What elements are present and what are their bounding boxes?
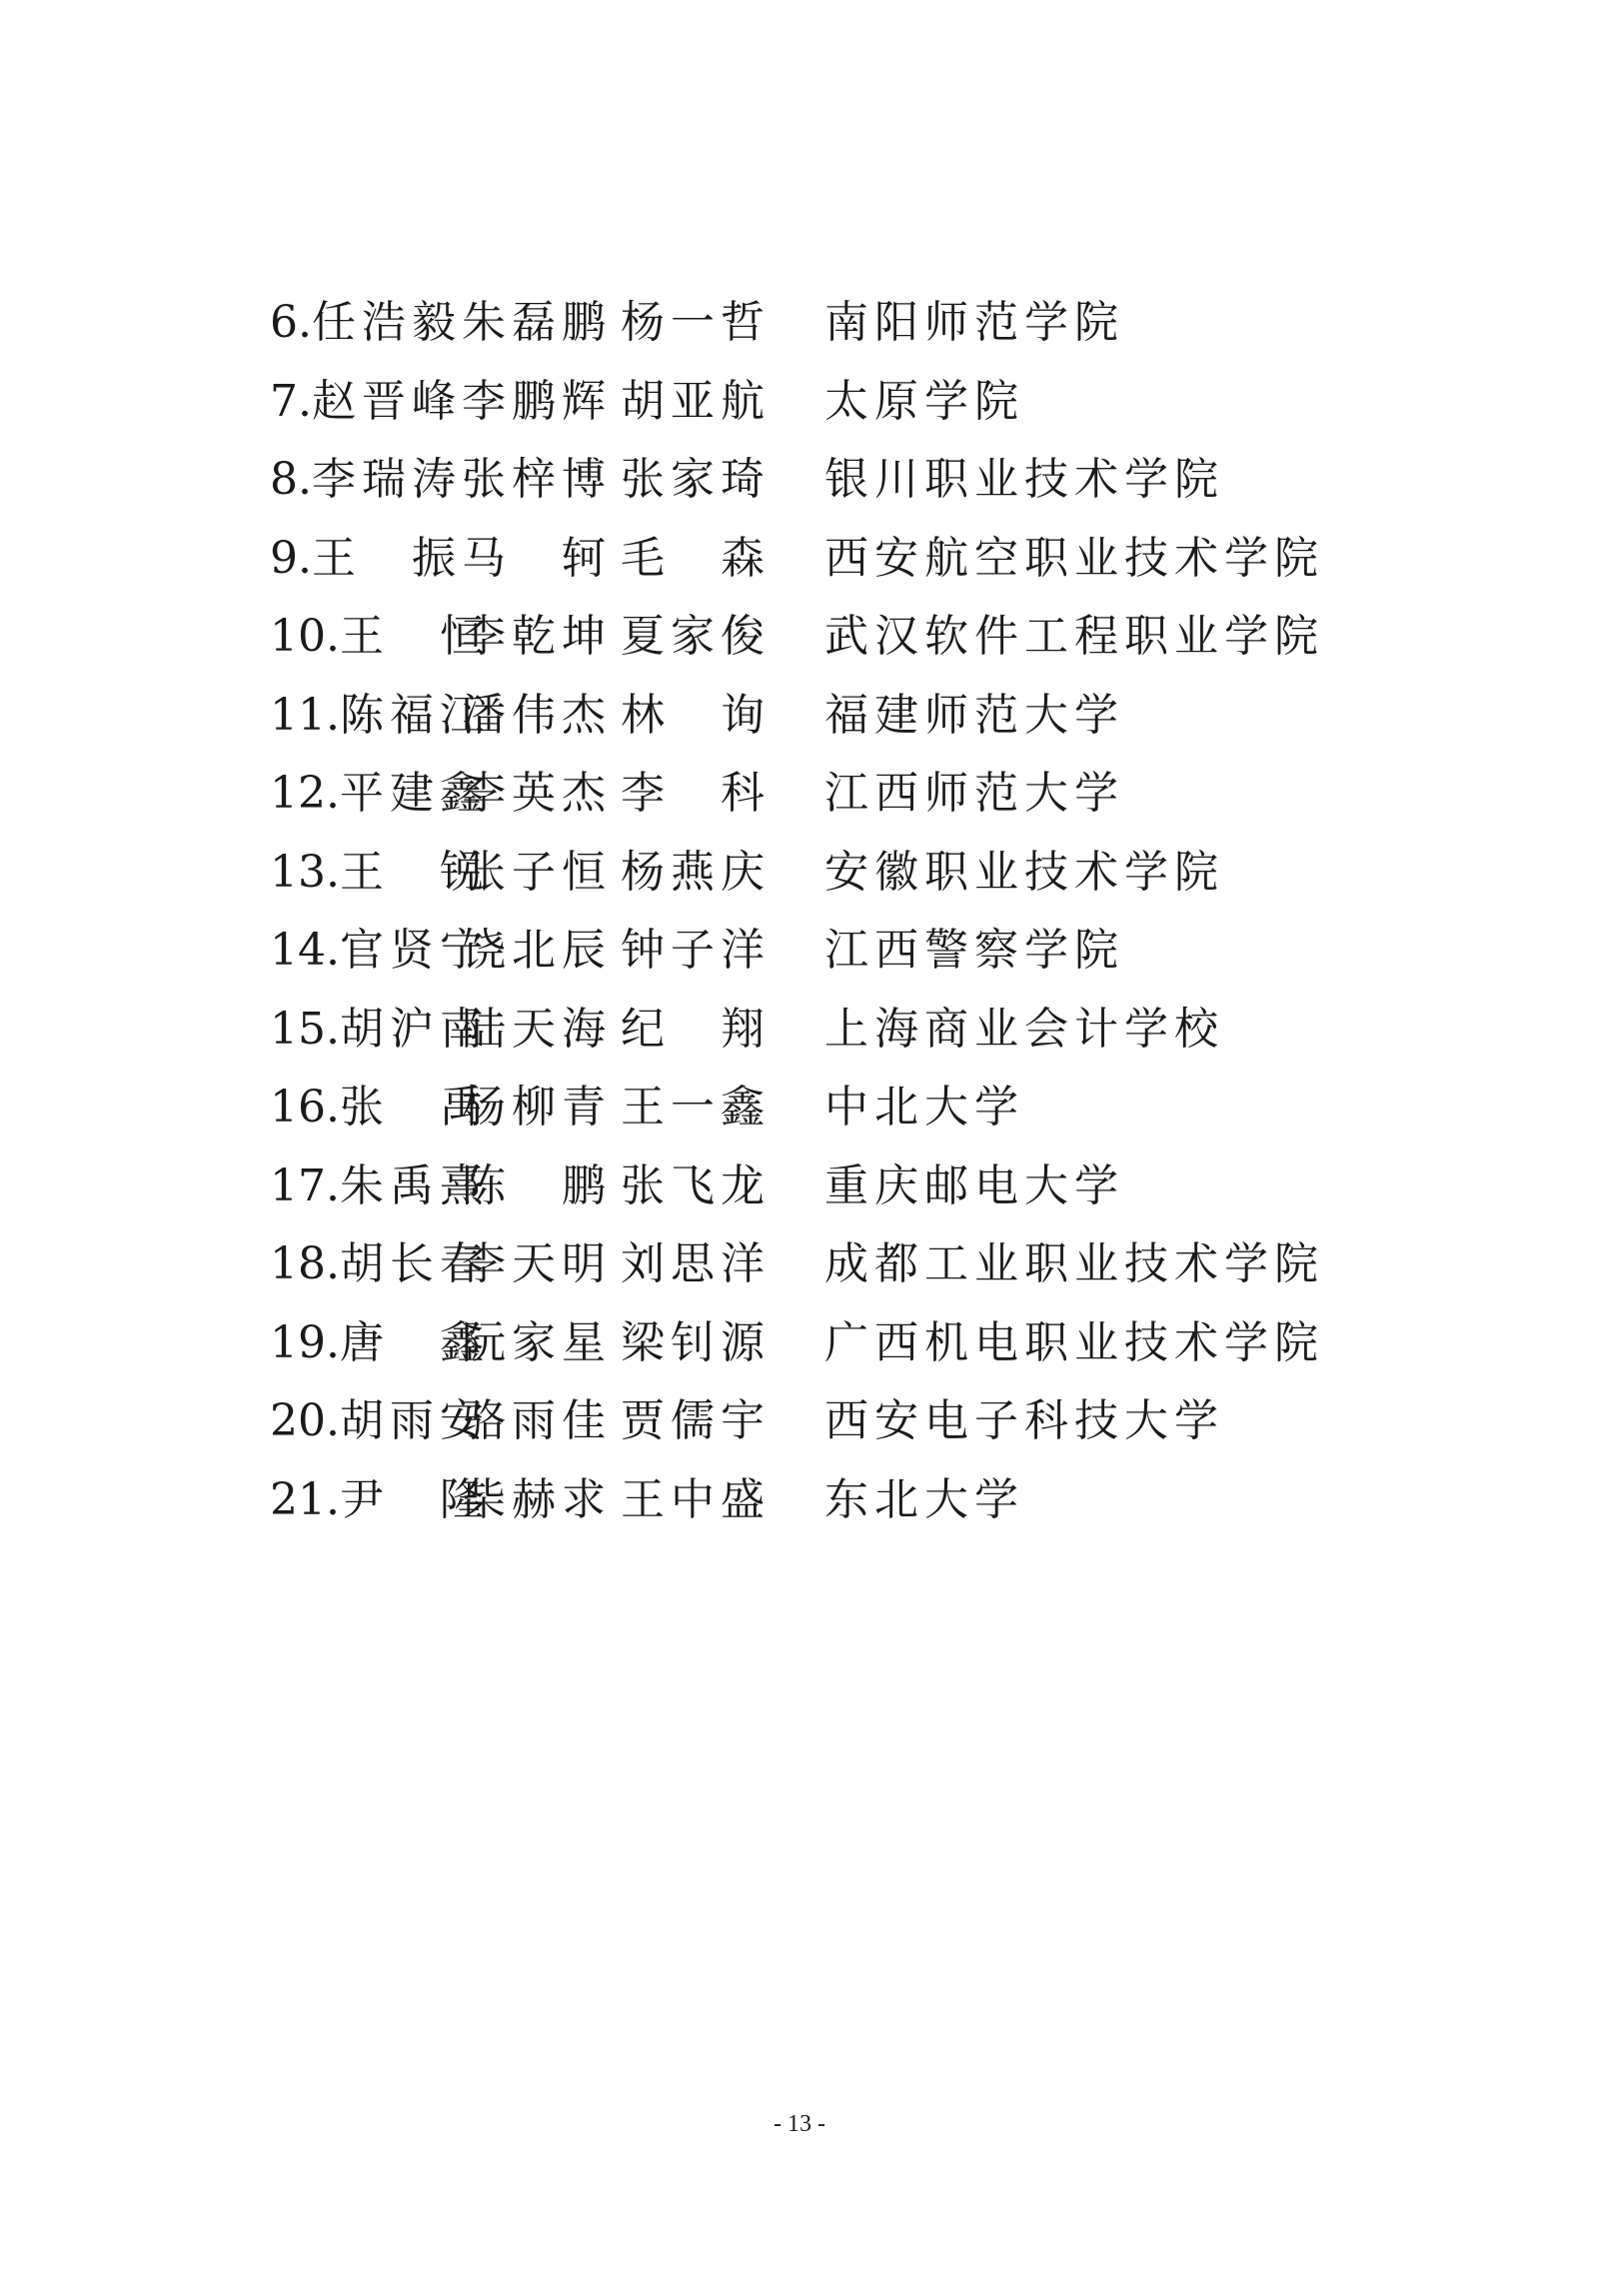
entry-number: 21. bbox=[270, 1473, 340, 1525]
school-name: 东北大学 bbox=[824, 1473, 1024, 1525]
member-name: 朱禹熹 bbox=[339, 1159, 490, 1211]
member-name: 平建鑫 bbox=[339, 768, 490, 819]
roster-entry bbox=[270, 284, 1369, 363]
roster-entry bbox=[270, 1382, 1369, 1461]
entry-first-member bbox=[270, 1382, 490, 1461]
member-name: 张梓博 bbox=[462, 454, 612, 505]
school-name: 武汉软件工程职业学院 bbox=[824, 611, 1324, 662]
member-name: 陈 鹏 bbox=[462, 1159, 612, 1211]
entry-first-member bbox=[270, 755, 490, 834]
member-name: 李乾坤 bbox=[462, 611, 612, 662]
entry-number: 16. bbox=[270, 1082, 340, 1133]
member-name: 王中盛 bbox=[621, 1473, 771, 1525]
school-name: 江西师范大学 bbox=[824, 768, 1124, 819]
award-roster bbox=[270, 284, 1369, 1539]
member-name: 李瑞涛 bbox=[311, 454, 462, 505]
member-name: 胡沪南 bbox=[339, 1003, 490, 1055]
member-name: 梁钊源 bbox=[621, 1316, 771, 1368]
entry-number: 19. bbox=[270, 1316, 340, 1368]
member-name: 张家琦 bbox=[621, 454, 771, 505]
entry-first-member bbox=[270, 284, 462, 363]
entry-number: 18. bbox=[270, 1238, 340, 1289]
entry-first-member bbox=[270, 363, 462, 442]
entry-number: 15. bbox=[270, 1003, 340, 1055]
entry-number: 13. bbox=[270, 846, 340, 898]
member-name: 林 询 bbox=[621, 689, 771, 741]
school-name: 银川职业技术学院 bbox=[824, 454, 1224, 505]
member-name: 赵晋峰 bbox=[311, 375, 462, 427]
entry-number: 14. bbox=[270, 925, 340, 976]
member-name: 陆天海 bbox=[462, 1003, 612, 1055]
entry-first-member bbox=[270, 834, 490, 913]
school-name: 广西机电职业技术学院 bbox=[824, 1316, 1324, 1368]
member-name: 阮家星 bbox=[462, 1316, 612, 1368]
entry-number: 10. bbox=[270, 611, 340, 662]
entry-first-member bbox=[270, 991, 490, 1070]
school-name: 成都工业职业技术学院 bbox=[824, 1238, 1324, 1289]
member-name: 张子恒 bbox=[462, 846, 612, 898]
school-name: 太原学院 bbox=[824, 375, 1024, 427]
member-name: 杨柳青 bbox=[462, 1082, 612, 1133]
member-name: 王 锐 bbox=[339, 846, 490, 898]
member-name: 官贤宁 bbox=[339, 925, 490, 976]
member-name: 张飞龙 bbox=[621, 1159, 771, 1211]
school-name: 南阳师范学院 bbox=[824, 297, 1124, 348]
member-name: 王 振 bbox=[311, 532, 462, 584]
entry-number: 8. bbox=[270, 454, 312, 505]
roster-entry bbox=[270, 991, 1369, 1070]
entry-first-member bbox=[270, 1148, 490, 1226]
member-name: 李天明 bbox=[462, 1238, 612, 1289]
member-name: 尹 隆 bbox=[339, 1473, 490, 1525]
member-name: 马 轲 bbox=[462, 532, 612, 584]
member-name: 饶北辰 bbox=[462, 925, 612, 976]
member-name: 刘思洋 bbox=[621, 1238, 771, 1289]
page-number: - 13 - bbox=[774, 2111, 825, 2137]
roster-entry bbox=[270, 598, 1369, 677]
roster-entry bbox=[270, 441, 1369, 520]
member-name: 杨燕庆 bbox=[621, 846, 771, 898]
member-name: 毛 森 bbox=[621, 532, 771, 584]
school-name: 江西警察学院 bbox=[824, 925, 1124, 976]
member-name: 王一鑫 bbox=[621, 1082, 771, 1133]
roster-entry bbox=[270, 912, 1369, 991]
member-name: 胡亚航 bbox=[621, 375, 771, 427]
entry-number: 12. bbox=[270, 768, 340, 819]
entry-number: 7. bbox=[270, 375, 312, 427]
school-name: 重庆邮电大学 bbox=[824, 1159, 1124, 1211]
entry-number: 9. bbox=[270, 532, 312, 584]
school-name: 中北大学 bbox=[824, 1082, 1024, 1133]
entry-first-member bbox=[270, 598, 490, 677]
school-name: 西安电子科技大学 bbox=[824, 1395, 1224, 1446]
entry-first-member bbox=[270, 1461, 490, 1540]
member-name: 张 禹 bbox=[339, 1082, 490, 1133]
entry-first-member bbox=[270, 912, 490, 991]
school-name: 西安航空职业技术学院 bbox=[824, 532, 1324, 584]
member-name: 李鹏辉 bbox=[462, 375, 612, 427]
entry-first-member bbox=[270, 1069, 490, 1148]
member-name: 骆雨佳 bbox=[462, 1395, 612, 1446]
roster-entry bbox=[270, 363, 1369, 442]
member-name: 胡长春 bbox=[339, 1238, 490, 1289]
member-name: 潘伟杰 bbox=[462, 689, 612, 741]
roster-entry bbox=[270, 1148, 1369, 1226]
member-name: 李英杰 bbox=[462, 768, 612, 819]
member-name: 纪 翔 bbox=[621, 1003, 771, 1055]
roster-entry bbox=[270, 834, 1369, 913]
roster-entry bbox=[270, 755, 1369, 834]
entry-first-member bbox=[270, 1225, 490, 1304]
roster-entry bbox=[270, 1461, 1369, 1540]
member-name: 杨一哲 bbox=[621, 297, 771, 348]
entry-number: 11. bbox=[270, 689, 340, 741]
roster-entry bbox=[270, 677, 1369, 756]
member-name: 王 恒 bbox=[339, 611, 490, 662]
member-name: 任浩毅 bbox=[311, 297, 462, 348]
entry-first-member bbox=[270, 520, 462, 599]
school-name: 福建师范大学 bbox=[824, 689, 1124, 741]
roster-entry bbox=[270, 1069, 1369, 1148]
roster-entry bbox=[270, 1304, 1369, 1383]
member-name: 胡雨安 bbox=[339, 1395, 490, 1446]
member-name: 唐 鑫 bbox=[339, 1316, 490, 1368]
roster-entry bbox=[270, 1225, 1369, 1304]
member-name: 夏家俊 bbox=[621, 611, 771, 662]
entry-first-member bbox=[270, 441, 462, 520]
entry-number: 6. bbox=[270, 297, 312, 348]
entry-number: 20. bbox=[270, 1395, 340, 1446]
entry-first-member bbox=[270, 1304, 490, 1383]
member-name: 柴赫求 bbox=[462, 1473, 612, 1525]
school-name: 安徽职业技术学院 bbox=[824, 846, 1224, 898]
member-name: 钟子洋 bbox=[621, 925, 771, 976]
entry-number: 17. bbox=[270, 1159, 340, 1211]
member-name: 朱磊鹏 bbox=[462, 297, 612, 348]
member-name: 贾儒宇 bbox=[621, 1395, 771, 1446]
member-name: 陈福江 bbox=[339, 689, 490, 741]
school-name: 上海商业会计学校 bbox=[824, 1003, 1224, 1055]
member-name: 李 科 bbox=[621, 768, 771, 819]
entry-first-member bbox=[270, 677, 490, 756]
roster-entry bbox=[270, 520, 1369, 599]
